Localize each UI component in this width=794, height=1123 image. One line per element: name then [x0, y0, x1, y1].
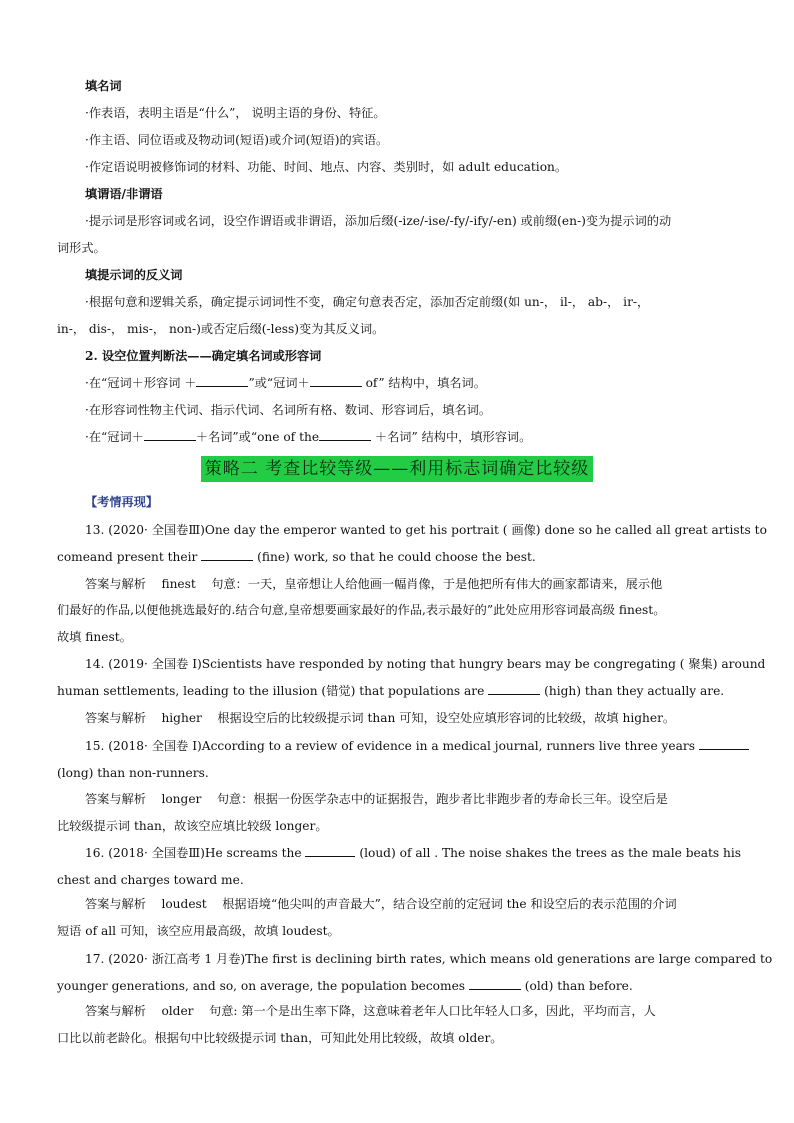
blank-line — [319, 429, 371, 441]
blank-line — [144, 429, 196, 441]
blank-line — [201, 549, 253, 561]
answer-16-line2: 短语 of all 可知，该空应用最高级，故填 loudest。 — [57, 924, 340, 938]
answer-17: 答案与解析 older 句意: 第一个是出生率下降，这意味着老年人口比年轻人口多，因此，平均而言，人 — [85, 1004, 656, 1018]
answer-16: 答案与解析 loudest 根据语境“他尖叫的声音最大”，结合设空前的定冠词 the 和设空后的表示范围的介词 — [85, 897, 677, 911]
answer-13-line2: 们最好的作品,以便他挑选最好的.结合句意,皇帝想要画家最好的作品,表示最好的”此处应用形容词最高级 finest。 — [57, 603, 666, 617]
question-14: 14. (2019· 全国卷 Ⅰ)Scientists have responded by noting that hungry bears may be congregating ( 聚集) around — [85, 657, 766, 671]
blank-line — [310, 375, 362, 387]
rule-line: ·在“冠词＋形容词 ＋ ”或“冠词＋ of” 结构中，填名词。 — [85, 376, 486, 390]
answer-17-line2: 口比以前老龄化。根据句中比较级提示词 than，可知此处用比较级，故填 older。 — [57, 1031, 503, 1045]
question-16-line2: chest and charges toward me. — [57, 873, 244, 887]
answer-14: 答案与解析 higher 根据设空后的比较级提示词 than 可知，设空处应填形容词的比较级，故填 higher。 — [85, 711, 676, 725]
blank-line — [196, 375, 248, 387]
blank-line — [488, 683, 540, 695]
rule-line: ·作定语说明被修饰词的材料、功能、时间、地点、内容、类别时，如 adult education。 — [85, 160, 568, 174]
rule-line: ·作主语、同位语或及物动词(短语)或介词(短语)的宾语。 — [85, 133, 389, 147]
question-13: 13. (2020· 全国卷Ⅲ)One day the emperor wanted to get his portrait ( 画像) done so he called all great artists to — [85, 523, 767, 537]
heading-fill-antonym: 填提示词的反义词 — [85, 268, 183, 282]
question-17-line2: younger generations, and so, on average, the population becomes (old) than before. — [57, 979, 633, 993]
rule-line: ·在“冠词＋ ＋名词”或“one of the ＋名词” 结构中，填形容词。 — [85, 430, 532, 444]
question-16: 16. (2018· 全国卷Ⅲ)He screams the (loud) of all . The noise shakes the trees as the male beats his — [85, 846, 742, 860]
blank-line — [699, 738, 749, 750]
blank-line — [305, 845, 355, 857]
section-tag: 【考情再现】 — [85, 495, 159, 509]
question-15-line2: (long) than non-runners. — [57, 766, 209, 780]
answer-13: 答案与解析 finest 句意：一天，皇帝想让人给他画一幅肖像，于是他把所有伟大的画家都请来，展示他 — [85, 577, 663, 591]
question-13-line2: comeand present their (fine) work, so that he could choose the best. — [57, 550, 536, 564]
question-15: 15. (2018· 全国卷 Ⅰ)According to a review of evidence in a medical journal, runners live three years — [85, 738, 747, 754]
answer-15: 答案与解析 longer 句意：根据一份医学杂志中的证据报告，跑步者比非跑步者的寿命长三年。设空后是 — [85, 792, 668, 806]
heading-fill-noun: 填名词 — [85, 79, 122, 93]
strategy-banner — [0, 456, 794, 482]
rule-line: ·作表语，表明主语是“什么”， 说明主语的身份、特征。 — [85, 106, 386, 120]
answer-13-line3: 故填 finest。 — [57, 630, 132, 644]
question-17: 17. (2020· 浙江高考 1 月卷)The first is declining birth rates, which means old generations are large compared to — [85, 952, 773, 966]
blank-line — [469, 978, 521, 990]
banner-title: 策略二 考查比较等级——利用标志词确定比较级 — [201, 456, 593, 482]
answer-15-line2: 比较级提示词 than，故该空应填比较级 longer。 — [57, 819, 328, 833]
heading-fill-predicate: 填谓语/非谓语 — [85, 187, 163, 201]
rule-line: ·在形容词性物主代词、指示代词、名词所有格、数词、形容词后，填名词。 — [85, 403, 492, 417]
heading-position-method: 2. 设空位置判断法——确定填名词或形容词 — [85, 349, 322, 363]
rule-line: 词形式。 — [57, 241, 106, 255]
question-14-line2: human settlements, leading to the illusion (错觉) that populations are (high) than they actually are. — [57, 684, 725, 698]
rule-line: in-， dis-， mis-， non-)或否定后缀(-less)变为其反义词。 — [57, 322, 385, 336]
rule-line: ·提示词是形容词或名词，设空作谓语或非谓语，添加后缀(-ize/-ise/-fy/-ify/-en) 或前缀(en-)变为提示词的动 — [85, 214, 672, 228]
rule-line: ·根据句意和逻辑关系，确定提示词词性不变，确定句意表否定，添加否定前缀(如 un-， il-， ab-， ir-， — [85, 295, 650, 309]
